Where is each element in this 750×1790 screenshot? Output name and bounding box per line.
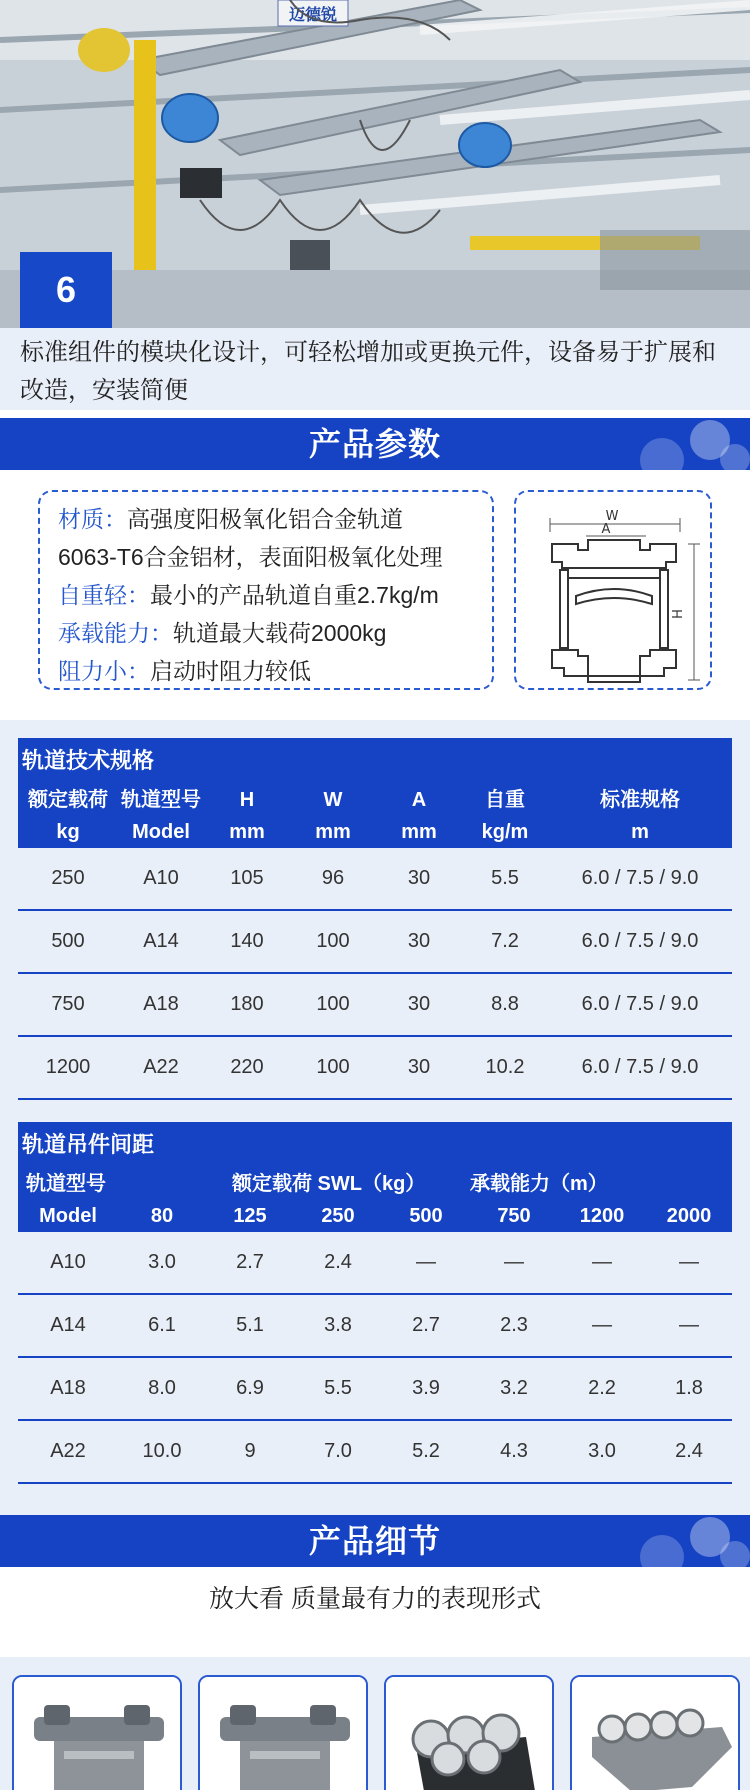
table-row: 500 A14 140 100 30 7.2 6.0 / 7.5 / 9.0 xyxy=(18,911,732,974)
table-row: 250 A10 105 96 30 5.5 6.0 / 7.5 / 9.0 xyxy=(18,848,732,911)
dimension-w-label: W xyxy=(605,509,619,524)
column-unit: kg xyxy=(56,821,80,843)
column-header: 2000 xyxy=(666,1205,712,1227)
rail-profile-drawing xyxy=(514,490,712,690)
column-unit: kg/m xyxy=(481,821,529,843)
column-header: 1200 xyxy=(579,1205,625,1227)
spec-item: 6063-T6合金铝材，表面阳极氧化处理 xyxy=(58,544,443,570)
product-parameters xyxy=(0,470,750,720)
spec-item: 阻力小：启动时阻力较低 xyxy=(58,658,311,684)
column-group-header: 轨道型号 xyxy=(26,1173,106,1195)
section-banner-details xyxy=(0,1515,750,1567)
column-unit: m xyxy=(631,821,649,843)
column-header: 500 xyxy=(409,1205,443,1227)
column-header: W xyxy=(323,789,343,811)
table-header xyxy=(18,1122,732,1232)
column-header: 轨道型号 xyxy=(121,789,201,811)
wheel-carriage-thumbnail[interactable] xyxy=(384,1675,554,1790)
column-unit: mm xyxy=(315,821,351,843)
spec-item: 自重轻：最小的产品轨道自重2.7kg/m xyxy=(58,582,439,608)
dimension-a-label: A xyxy=(601,522,611,537)
hero-photo xyxy=(0,0,750,328)
dimension-h-label: H xyxy=(668,609,683,619)
trolley-thumbnail[interactable] xyxy=(198,1675,368,1790)
table-row: 750 A18 180 100 30 8.8 6.0 / 7.5 / 9.0 xyxy=(18,974,732,1037)
column-header: 80 xyxy=(150,1205,174,1227)
column-header: 750 xyxy=(497,1205,531,1227)
column-group-header: 承载能力（m） xyxy=(470,1173,608,1195)
rail-spec-table xyxy=(18,738,732,1100)
column-group-header: 额定载荷 SWL（kg） xyxy=(232,1173,426,1195)
feature-description: 标准组件的模块化设计，可轻松增加或更换元件，设备易于扩展和改造，安装简便 xyxy=(0,328,750,410)
table-row: A22 10.0 9 7.0 5.2 4.3 3.0 2.4 xyxy=(18,1421,732,1484)
table-row: 1200 A22 220 100 30 10.2 6.0 / 7.5 / 9.0 xyxy=(18,1037,732,1100)
column-header: H xyxy=(239,789,255,811)
column-unit: mm xyxy=(229,821,265,843)
spec-item: 承载能力：轨道最大载荷2000kg xyxy=(58,620,387,646)
wheel-carriage-thumbnail[interactable] xyxy=(570,1675,740,1790)
column-header: 额定载荷 xyxy=(28,789,108,811)
table-row: A18 8.0 6.9 5.5 3.9 3.2 2.2 1.8 xyxy=(18,1358,732,1421)
section-title: 产品参数 xyxy=(308,426,441,462)
section-title: 产品细节 xyxy=(308,1523,441,1559)
spec-item: 材质：高强度阳极氧化铝合金轨道 xyxy=(58,506,403,532)
column-header: Model xyxy=(39,1205,97,1227)
column-unit: Model xyxy=(132,821,190,843)
column-header: 自重 xyxy=(485,789,525,811)
column-header: 125 xyxy=(233,1205,267,1227)
column-header: 标准规格 xyxy=(600,789,680,811)
column-header: 250 xyxy=(321,1205,355,1227)
table-title: 轨道吊件间距 xyxy=(22,1132,155,1157)
brand-sign: 迈德锐 xyxy=(288,5,338,24)
section-banner-params xyxy=(0,418,750,470)
column-header: A xyxy=(411,789,427,811)
spec-list xyxy=(38,490,494,690)
crane-illustration xyxy=(0,0,750,328)
table-header xyxy=(18,738,732,848)
details-subtitle: 放大看 质量最有力的表现形式 xyxy=(0,1567,750,1657)
column-unit: mm xyxy=(401,821,437,843)
table-row: A14 6.1 5.1 3.8 2.7 2.3 — — xyxy=(18,1295,732,1358)
trolley-thumbnail[interactable] xyxy=(12,1675,182,1790)
feature-number-badge: 6 xyxy=(20,252,112,328)
detail-thumbnails xyxy=(0,1657,750,1790)
table-row: A10 3.0 2.7 2.4 — — — — xyxy=(18,1232,732,1295)
table-title: 轨道技术规格 xyxy=(22,748,155,773)
hanger-spacing-table xyxy=(18,1122,732,1484)
